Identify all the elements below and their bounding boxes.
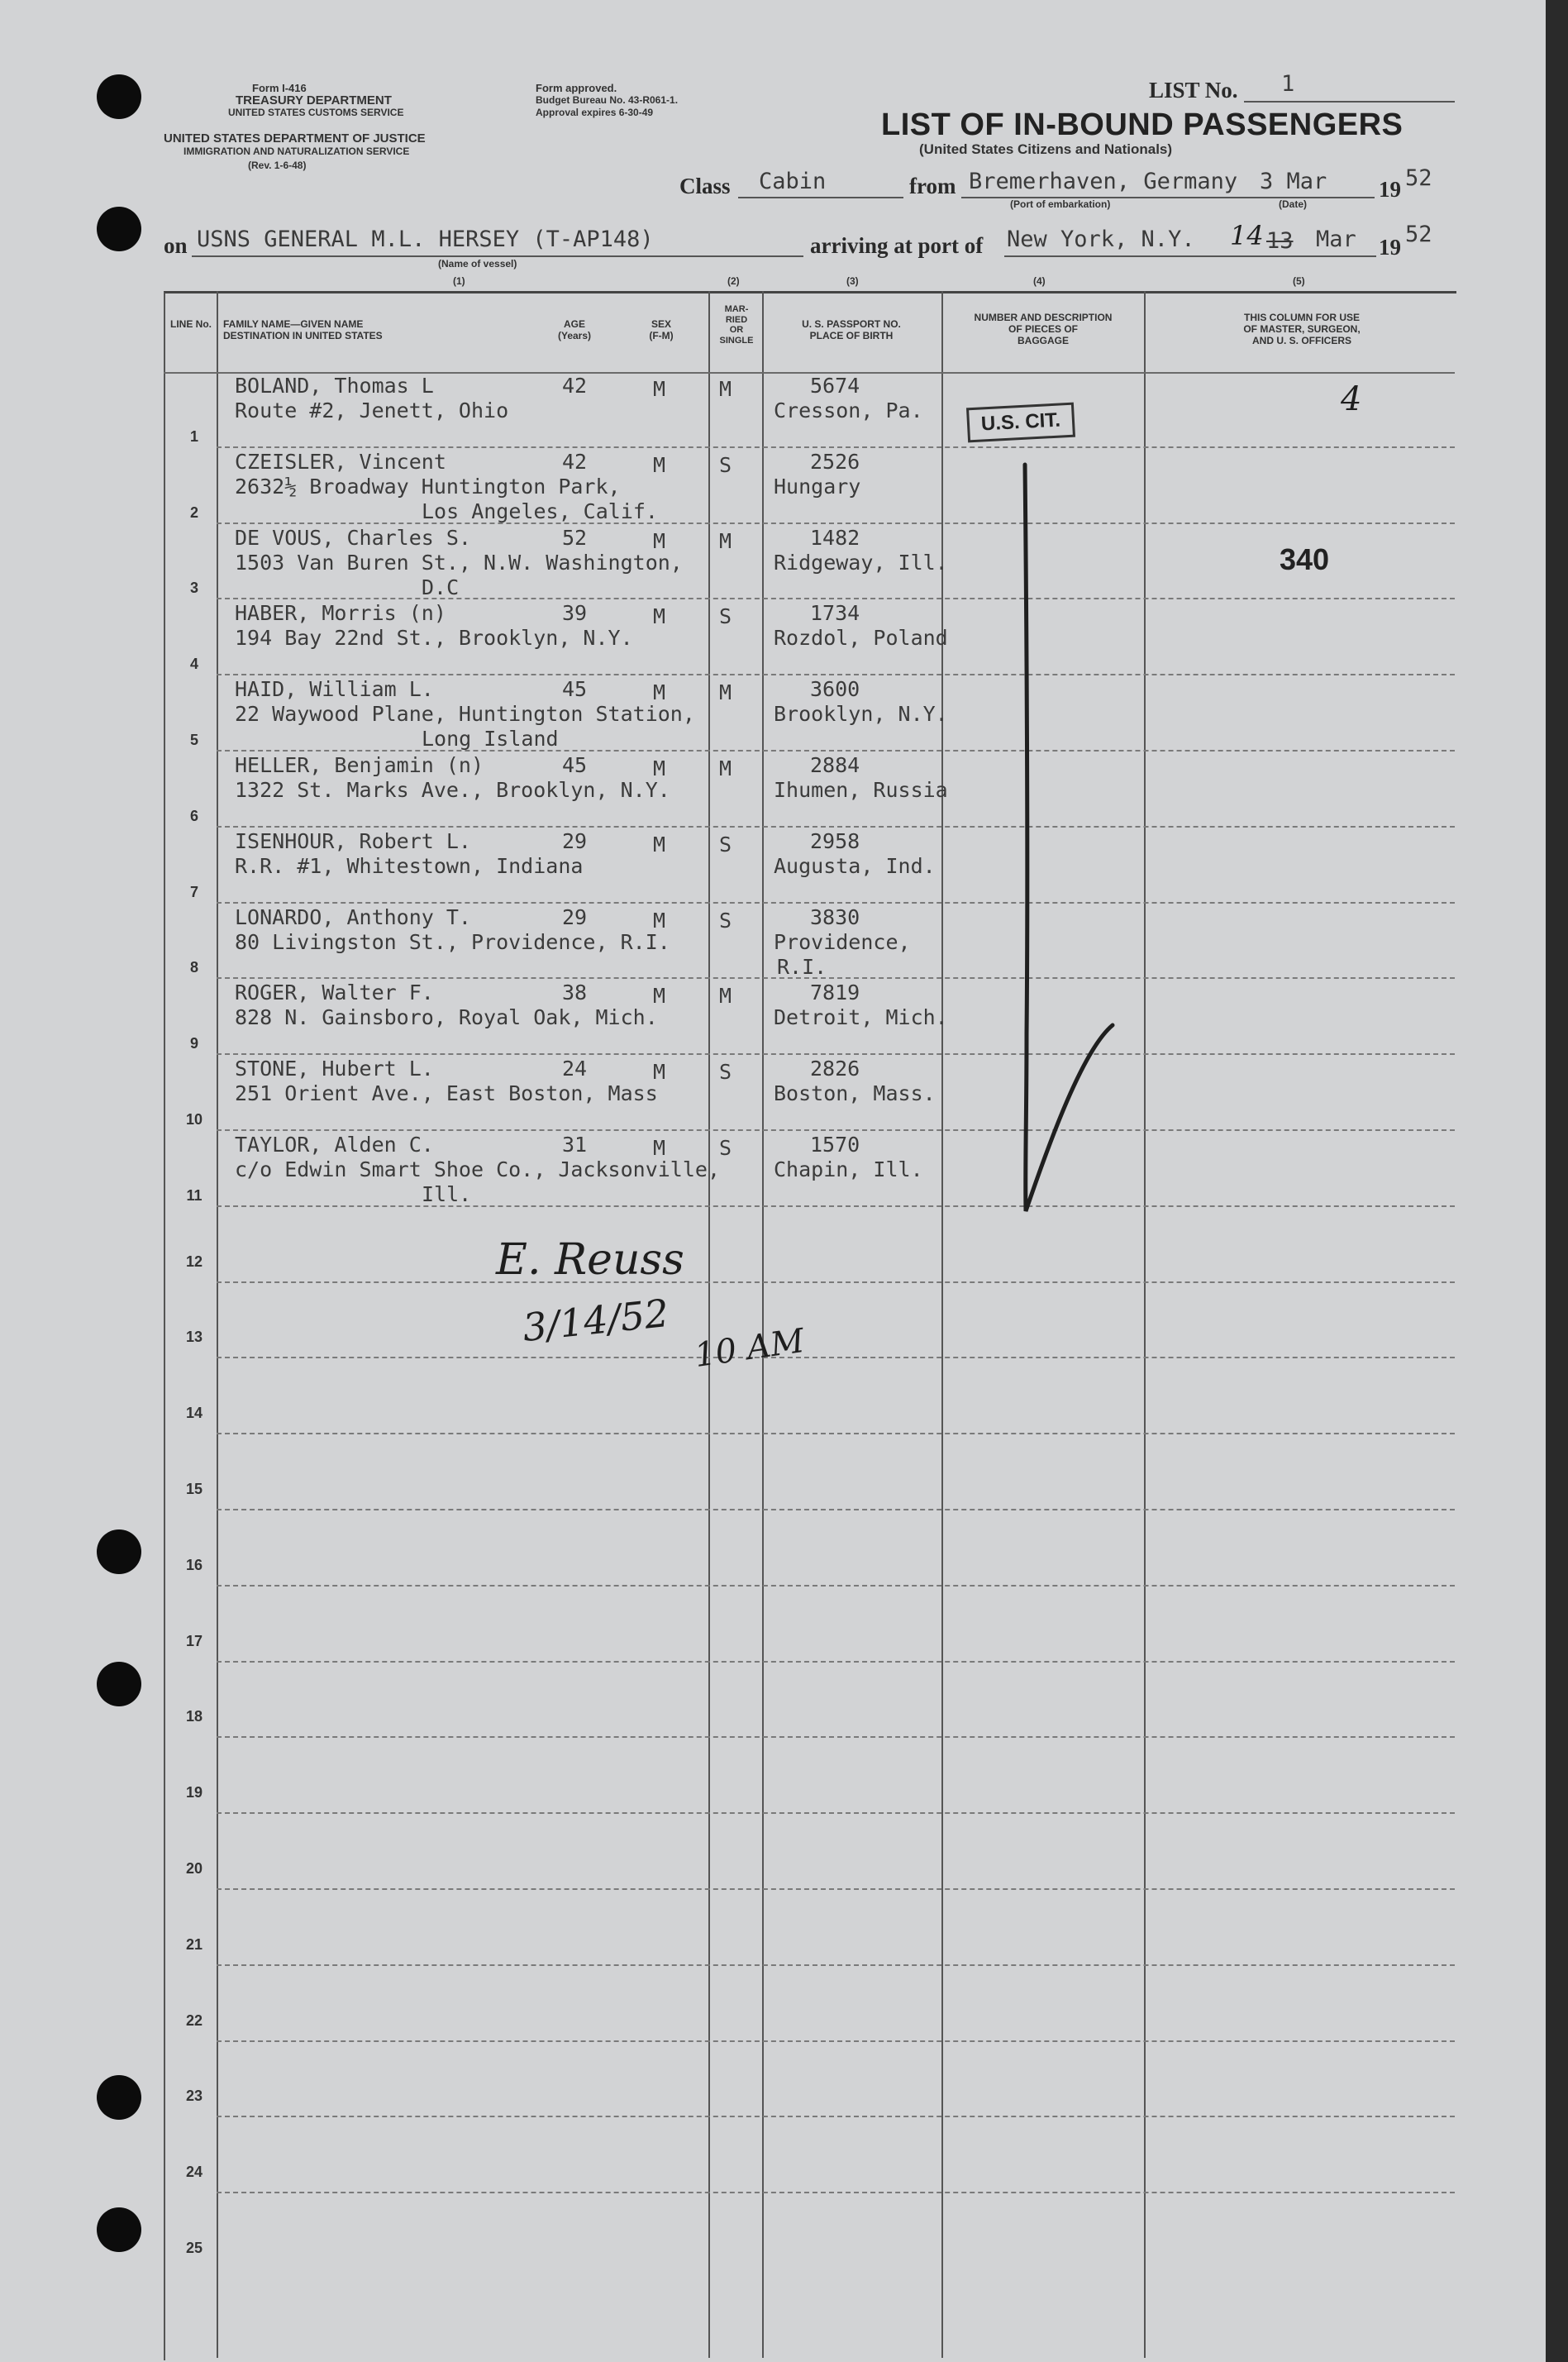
line-number: 3 — [189, 580, 198, 597]
marital-status: S — [719, 452, 732, 477]
line-number: 5 — [189, 732, 198, 748]
signature-date: 3/14/52 — [520, 1290, 671, 1351]
col-number-1: (1) — [453, 275, 465, 287]
row-divider — [217, 1205, 1455, 1207]
arrival-year-suffix: 52 — [1405, 222, 1432, 247]
line-number: 21 — [185, 1935, 203, 1953]
row-divider — [217, 1433, 1455, 1434]
passport-number: 5674 — [810, 374, 860, 398]
line-number: 8 — [189, 959, 198, 976]
inspector-signature: E. Reuss — [496, 1235, 684, 1285]
approval-line-1: Form approved. — [536, 82, 617, 94]
marital-status: S — [719, 1136, 732, 1160]
passenger-sex: M — [653, 452, 666, 477]
marital-status: M — [719, 528, 732, 553]
col-head-officers: THIS COLUMN FOR USE OF MASTER, SURGEON, AND U. S. OFFICERS — [1243, 312, 1361, 346]
place-of-birth: Augusta, Ind. — [774, 853, 936, 878]
line-number: 22 — [185, 2011, 203, 2029]
vessel-name: USNS GENERAL M.L. HERSEY (T-AP148) — [197, 227, 654, 252]
place-of-birth: Rozdol, Poland — [774, 626, 948, 651]
line-number: 24 — [185, 2164, 203, 2181]
col-head-passport: U. S. PASSPORT NO. PLACE OF BIRTH — [802, 318, 901, 341]
row-divider — [217, 1281, 1455, 1283]
place-of-birth: Boston, Mass. — [774, 1081, 936, 1106]
from-year-suffix: 52 — [1405, 165, 1432, 191]
line-number: 19 — [185, 1784, 203, 1801]
passport-number: 3830 — [810, 904, 860, 929]
row-divider — [217, 1509, 1455, 1510]
arrival-month: Mar — [1316, 227, 1356, 252]
col-head-baggage: NUMBER AND DESCRIPTION OF PIECES OF BAGGAGE — [974, 312, 1113, 346]
place-of-birth: Ridgeway, Ill. — [774, 550, 948, 575]
passport-number: 2884 — [810, 753, 860, 777]
passenger-address-cont: D.C — [422, 575, 460, 599]
form-title: LIST OF IN-BOUND PASSENGERS — [881, 107, 1404, 142]
passenger-name: TAYLOR, Alden C. — [235, 1133, 434, 1157]
row-divider — [217, 598, 1455, 599]
row-divider — [217, 1357, 1455, 1358]
passenger-address: 22 Waywood Plane, Huntington Station, — [235, 702, 695, 727]
line-number: 13 — [185, 1329, 203, 1346]
row-divider — [217, 1736, 1455, 1738]
passenger-age: 45 — [562, 753, 588, 777]
marital-status: M — [719, 680, 732, 705]
passenger-name: HABER, Morris (n) — [235, 601, 446, 626]
place-of-birth: Brooklyn, N.Y. — [774, 702, 948, 727]
passenger-age: 39 — [562, 601, 588, 626]
punch-hole — [97, 1529, 141, 1574]
col-head-age: AGE (Years) — [557, 318, 592, 341]
passenger-address-cont: Los Angeles, Calif. — [422, 499, 658, 523]
passenger-name: ROGER, Walter F. — [235, 981, 434, 1005]
col-head-name: FAMILY NAME—GIVEN NAME DESTINATION IN UNITED STATES — [223, 318, 383, 341]
line-number: 10 — [185, 1111, 203, 1128]
line-number: 1 — [189, 427, 198, 445]
passenger-address: 251 Orient Ave., East Boston, Mass — [235, 1081, 658, 1106]
marital-status: M — [719, 756, 732, 780]
col-number-4: (4) — [1033, 275, 1046, 287]
us-citizen-stamp: U.S. CIT. — [966, 403, 1075, 443]
row-divider — [217, 977, 1455, 979]
on-label: on — [164, 233, 188, 258]
marital-status: M — [719, 984, 732, 1009]
passenger-age: 24 — [562, 1057, 588, 1081]
passenger-sex: M — [653, 680, 666, 705]
marital-status: S — [719, 908, 732, 933]
line-number: 6 — [189, 807, 198, 824]
from-date: 3 Mar — [1260, 169, 1327, 194]
passport-number: 1734 — [810, 601, 860, 626]
passenger-age: 52 — [562, 525, 588, 550]
row-divider — [217, 1585, 1455, 1587]
marital-status: S — [719, 832, 732, 857]
passenger-name: HELLER, Benjamin (n) — [235, 753, 484, 777]
row-divider — [217, 1053, 1455, 1055]
time-note: 10 AM — [692, 1321, 808, 1376]
line-number: 11 — [186, 1186, 203, 1204]
arrival-day-struck: 13 — [1266, 228, 1294, 254]
passenger-age: 45 — [562, 677, 588, 702]
passenger-age: 42 — [562, 449, 588, 474]
marital-status: S — [719, 1060, 732, 1085]
arriving-label: arriving at port of — [810, 233, 984, 258]
row-divider — [217, 446, 1455, 448]
passenger-name: DE VOUS, Charles S. — [235, 525, 471, 550]
passenger-sex: M — [653, 832, 666, 857]
row-divider — [217, 1888, 1455, 1890]
port-embark-caption: (Port of embarkation) — [1010, 198, 1111, 210]
check-mark-icon — [992, 455, 1132, 1215]
line-number: 25 — [185, 2240, 203, 2256]
line-number: 4 — [189, 656, 198, 673]
passenger-name: BOLAND, Thomas L — [235, 374, 434, 398]
row-divider — [217, 1812, 1455, 1814]
doj-heading: UNITED STATES DEPARTMENT OF JUSTICE — [164, 131, 426, 146]
row-divider — [217, 2040, 1455, 2042]
arrival-day: 14 — [1230, 220, 1264, 251]
passenger-address: R.R. #1, Whitestown, Indiana — [235, 853, 584, 878]
passport-number: 2826 — [810, 1057, 860, 1081]
list-no-label: LIST No. — [1149, 78, 1238, 103]
passenger-address: c/o Edwin Smart Shoe Co., Jacksonville, — [235, 1157, 720, 1181]
passenger-address: 80 Livingston St., Providence, R.I. — [235, 929, 670, 954]
line-number: 12 — [185, 1253, 203, 1270]
place-of-birth: Cresson, Pa. — [774, 398, 923, 422]
col-head-line: LINE No. — [170, 318, 212, 330]
passenger-address: 194 Bay 22nd St., Brooklyn, N.Y. — [235, 626, 633, 651]
line-number: 18 — [185, 1708, 203, 1725]
passenger-address: 1322 St. Marks Ave., Brooklyn, N.Y. — [235, 778, 670, 802]
passenger-age: 29 — [562, 828, 588, 853]
line-number: 20 — [185, 1860, 203, 1877]
passenger-sex: M — [653, 908, 666, 933]
handwritten-count: 4 — [1341, 380, 1362, 418]
punch-hole — [97, 1662, 141, 1706]
passport-number: 7819 — [810, 981, 860, 1005]
passenger-name: CZEISLER, Vincent — [235, 449, 446, 474]
approval-line-2: Budget Bureau No. 43-R061-1. — [536, 94, 679, 106]
line-number: 17 — [185, 1632, 203, 1649]
treasury-dept: TREASURY DEPARTMENT — [236, 93, 392, 107]
passport-number: 1570 — [810, 1133, 860, 1157]
row-divider — [217, 902, 1455, 904]
list-no-value: 1 — [1281, 71, 1295, 97]
passport-number: 1482 — [810, 525, 860, 550]
marital-status: S — [719, 604, 732, 629]
place-of-birth: Hungary — [774, 474, 861, 499]
row-divider — [217, 750, 1455, 752]
col-number-3: (3) — [846, 275, 859, 287]
col-head-sex: SEX (F-M) — [649, 318, 674, 341]
passenger-sex: M — [653, 1136, 666, 1160]
passenger-sex: M — [653, 756, 666, 780]
passenger-address: 1503 Van Buren St., N.W. Washington, — [235, 550, 683, 575]
passenger-sex: M — [653, 1060, 666, 1085]
passport-number: 3600 — [810, 677, 860, 702]
passenger-age: 38 — [562, 981, 588, 1005]
ins-heading: IMMIGRATION AND NATURALIZATION SERVICE — [183, 146, 410, 157]
row-divider — [217, 523, 1455, 524]
passenger-age: 29 — [562, 904, 588, 929]
punch-hole — [97, 2075, 141, 2120]
passenger-sex: M — [653, 528, 666, 553]
passport-number: 2958 — [810, 828, 860, 853]
passenger-age: 31 — [562, 1133, 588, 1157]
punch-hole — [97, 2207, 141, 2252]
passenger-name: ISENHOUR, Robert L. — [235, 828, 471, 853]
passenger-sex: M — [653, 377, 666, 401]
passenger-address-cont: Long Island — [422, 727, 559, 752]
passenger-name: HAID, William L. — [235, 677, 434, 702]
punch-hole — [97, 74, 141, 119]
approval-line-3: Approval expires 6-30-49 — [536, 107, 654, 118]
arrival-port: New York, N.Y. — [1007, 227, 1195, 252]
stamped-count: 340 — [1280, 542, 1330, 576]
passenger-address: Route #2, Jenett, Ohio — [235, 398, 509, 422]
passenger-sex: M — [653, 604, 666, 629]
line-number: 23 — [185, 2088, 203, 2105]
col-number-5: (5) — [1293, 275, 1305, 287]
check-mark-stroke — [1025, 465, 1113, 1211]
passenger-name: LONARDO, Anthony T. — [235, 904, 471, 929]
place-of-birth: Chapin, Ill. — [774, 1157, 923, 1181]
vessel-caption: (Name of vessel) — [438, 258, 517, 270]
passenger-age: 42 — [562, 374, 588, 398]
passport-number: 2526 — [810, 449, 860, 474]
from-value: Bremerhaven, Germany — [969, 169, 1238, 194]
passenger-name: STONE, Hubert L. — [235, 1057, 434, 1081]
row-divider — [217, 674, 1455, 675]
line-number: 15 — [185, 1481, 203, 1497]
revision: (Rev. 1-6-48) — [248, 160, 307, 171]
arrival-year-prefix: 19 — [1379, 235, 1401, 260]
passenger-address: 2632½ Broadway Huntington Park, — [235, 474, 621, 499]
row-divider — [217, 1129, 1455, 1131]
place-of-birth: Detroit, Mich. — [774, 1005, 948, 1030]
place-of-birth: Ihumen, Russia — [774, 778, 948, 802]
row-divider — [217, 2192, 1455, 2193]
class-value: Cabin — [759, 169, 827, 194]
punch-hole — [97, 207, 141, 251]
from-label: from — [909, 174, 956, 198]
passenger-sex: M — [653, 984, 666, 1009]
passenger-address: 828 N. Gainsboro, Royal Oak, Mich. — [235, 1005, 658, 1030]
line-number: 16 — [185, 1556, 203, 1573]
col-number-2: (2) — [727, 275, 740, 287]
place-of-birth: Providence, — [774, 929, 911, 954]
line-number: 9 — [189, 1035, 198, 1052]
from-year-prefix: 19 — [1379, 177, 1401, 202]
date-caption: (Date) — [1279, 198, 1308, 210]
class-label: Class — [679, 174, 731, 198]
line-number: 14 — [185, 1405, 203, 1422]
line-number: 7 — [189, 883, 198, 900]
row-divider — [217, 1964, 1455, 1966]
line-number: 2 — [189, 503, 198, 521]
form-subtitle: (United States Citizens and Nationals) — [919, 141, 1173, 157]
col-head-married: MAR- RIED OR SINGLE — [719, 304, 754, 346]
place-of-birth-cont: R.I. — [777, 954, 827, 979]
row-divider — [217, 2116, 1455, 2117]
customs-service: UNITED STATES CUSTOMS SERVICE — [228, 107, 404, 118]
row-divider — [217, 826, 1455, 828]
row-divider — [217, 1661, 1455, 1663]
marital-status: M — [719, 377, 732, 401]
passenger-address-cont: Ill. — [422, 1182, 472, 1206]
form-number: Form I-416 — [252, 82, 307, 94]
